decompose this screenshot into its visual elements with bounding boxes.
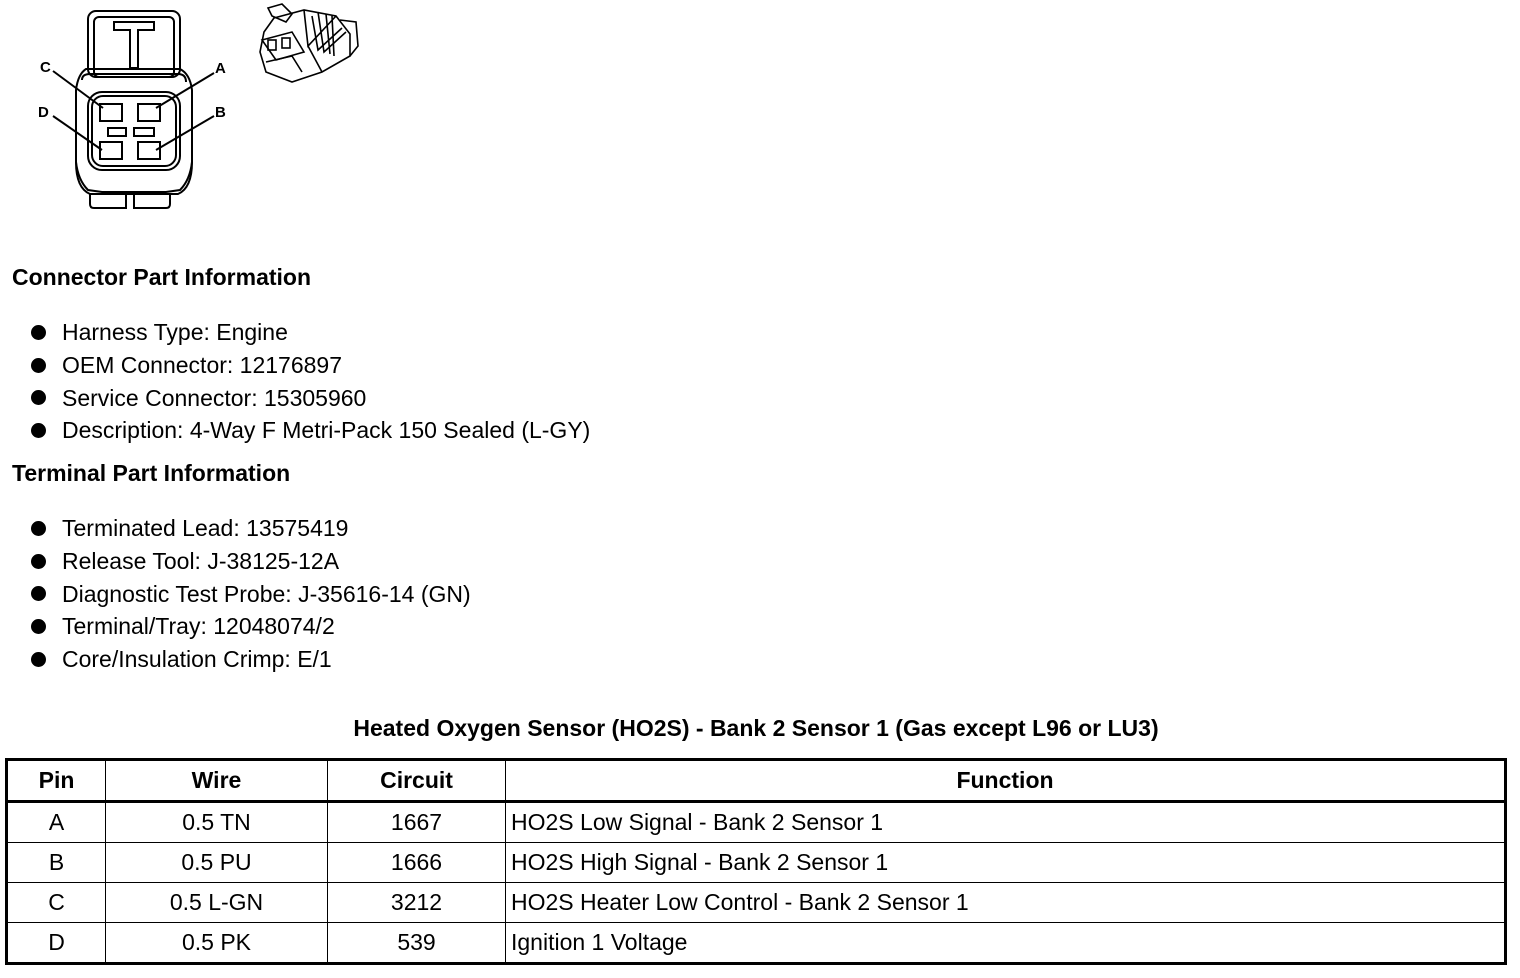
connector-isometric-diagram <box>252 2 364 84</box>
list-item-text: Diagnostic Test Probe: J-35616-14 (GN) <box>62 580 471 607</box>
cell-pin: D <box>7 923 106 964</box>
list-item <box>28 414 590 447</box>
list-item-text: Description: 4-Way F Metri-Pack 150 Sealed (L-GY) <box>62 417 591 444</box>
cell-wire: 0.5 TN <box>106 802 328 843</box>
cell-pin: A <box>7 802 106 843</box>
bullet-icon <box>31 325 46 340</box>
pin-label-b: B <box>215 104 226 121</box>
header-wire: Wire <box>106 760 328 802</box>
table-row <box>7 843 1506 883</box>
bullet-icon <box>31 619 46 634</box>
bullet-icon <box>31 358 46 373</box>
cell-function: HO2S High Signal - Bank 2 Sensor 1 <box>506 843 1506 883</box>
list-item <box>28 349 590 382</box>
list-item <box>28 545 471 578</box>
terminal-part-list <box>28 512 471 676</box>
list-item <box>28 610 471 643</box>
pin-label-c: C <box>40 59 51 76</box>
cell-circuit: 1667 <box>328 802 506 843</box>
bullet-icon <box>31 554 46 569</box>
list-item <box>28 316 590 349</box>
cell-circuit: 3212 <box>328 883 506 923</box>
cell-function: HO2S Heater Low Control - Bank 2 Sensor 1 <box>506 883 1506 923</box>
bullet-icon <box>31 652 46 667</box>
table-header-row <box>7 760 1506 802</box>
cell-wire: 0.5 L-GN <box>106 883 328 923</box>
table-row <box>7 883 1506 923</box>
cell-function: Ignition 1 Voltage <box>506 923 1506 964</box>
cell-circuit: 1666 <box>328 843 506 883</box>
cell-circuit: 539 <box>328 923 506 964</box>
cell-pin: B <box>7 843 106 883</box>
bullet-icon <box>31 586 46 601</box>
list-item <box>28 643 471 676</box>
cell-wire: 0.5 PK <box>106 923 328 964</box>
connector-face-diagram <box>30 4 230 214</box>
header-circuit: Circuit <box>328 760 506 802</box>
bullet-icon <box>31 423 46 438</box>
list-item-text: Core/Insulation Crimp: E/1 <box>62 646 332 673</box>
pin-label-a: A <box>215 60 226 77</box>
list-item <box>28 578 471 611</box>
table-row <box>7 802 1506 843</box>
table-caption: Heated Oxygen Sensor (HO2S) - Bank 2 Sensor 1 (Gas except L96 or LU3) <box>353 715 1159 741</box>
list-item <box>28 512 471 545</box>
cell-pin: C <box>7 883 106 923</box>
cell-function: HO2S Low Signal - Bank 2 Sensor 1 <box>506 802 1506 843</box>
connector-part-title: Connector Part Information <box>12 264 312 290</box>
table-row <box>7 923 1506 964</box>
terminal-part-title: Terminal Part Information <box>12 460 291 486</box>
header-pin: Pin <box>7 760 106 802</box>
list-item-text: Terminal/Tray: 12048074/2 <box>62 613 335 640</box>
list-item-text: Harness Type: Engine <box>62 319 288 345</box>
cell-wire: 0.5 PU <box>106 843 328 883</box>
pinout-table <box>5 758 1507 965</box>
list-item-text: OEM Connector: 12176897 <box>62 351 343 378</box>
bullet-icon <box>31 390 46 405</box>
connector-part-list <box>28 316 590 447</box>
list-item-text: Release Tool: J-38125-12A <box>62 547 340 574</box>
bullet-icon <box>31 521 46 536</box>
list-item-text: Terminated Lead: 13575419 <box>62 515 349 541</box>
list-item-text: Service Connector: 15305960 <box>62 384 367 411</box>
pin-label-d: D <box>38 104 49 121</box>
header-function: Function <box>506 760 1506 802</box>
list-item <box>28 382 590 415</box>
